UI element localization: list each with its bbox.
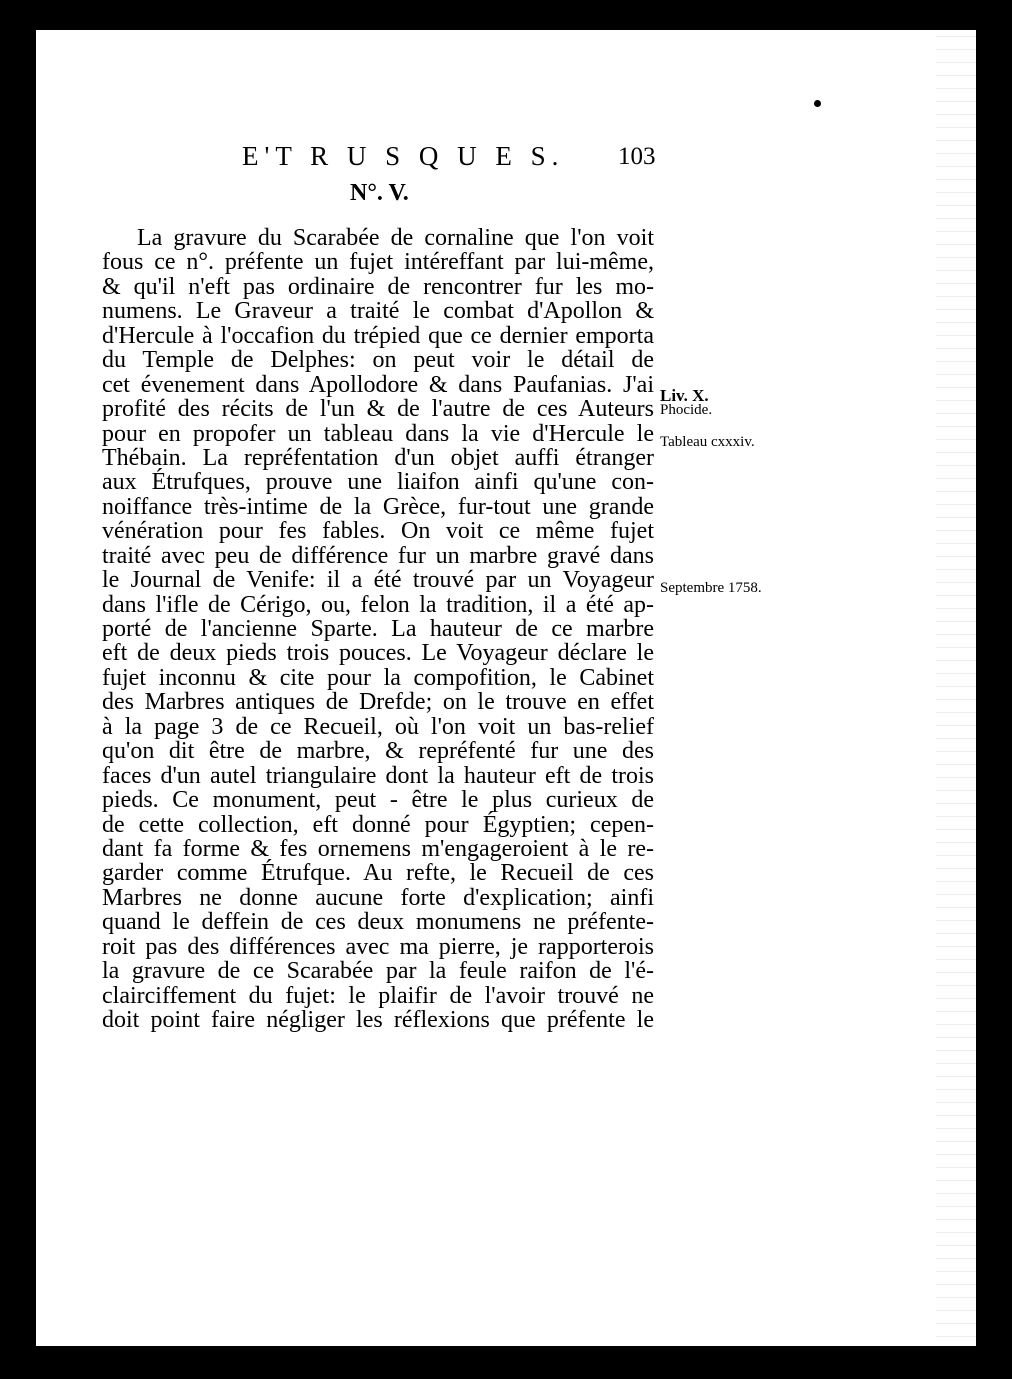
text-line: de cette collection, eft donné pour Égyptien; cepen- — [102, 811, 654, 838]
text-line: pieds. Ce monument, peut - être le plus curieux de — [102, 787, 654, 814]
margin-note-liv: Liv. X. — [660, 386, 709, 405]
text-line: dans l'ifle de Cérigo, ou, felon la tradition, il a été ap- — [102, 591, 654, 618]
margin-note-septembre: Septembre 1758. — [660, 580, 762, 596]
text-line: doit point faire négliger les réflexions que préfente le — [102, 1007, 654, 1033]
text-line: d'Hercule à l'occafion du trépied que ce dernier emporta — [102, 322, 654, 349]
text-line: profité des récits de l'un & de l'autre de ces Auteurs — [102, 396, 654, 423]
section-title: N°. V. — [350, 180, 409, 206]
text-line: des Marbres antiques de Drefde; on le trouve en effet — [102, 689, 654, 716]
book-page — [36, 30, 976, 1346]
text-line: & qu'il n'eft pas ordinaire de rencontrer fur les mo- — [102, 273, 654, 300]
text-line: porté de l'ancienne Sparte. La hauteur de ce marbre — [102, 616, 654, 642]
text-line: noiffance très-intime de la Grèce, fur-tout une grande — [102, 493, 654, 520]
margin-note-phocide: Phocide. — [660, 402, 713, 418]
text-line: la gravure de ce Scarabée par la feule raifon de l'é- — [102, 958, 654, 985]
text-line: pour en propofer un tableau dans la vie d'Hercule le — [102, 420, 654, 447]
text-line: traité avec peu de différence fur un marbre gravé dans — [102, 542, 654, 569]
text-line: cet évenement dans Apollodore & dans Paufanias. J'ai — [102, 371, 654, 398]
text-line: qu'on dit être de marbre, & repréfenté fur une des — [102, 738, 654, 765]
text-line: roit pas des différences avec ma pierre, je rapporterois — [102, 933, 654, 960]
text-line: La gravure du Scarabée de cornaline que l'on voit — [137, 225, 654, 251]
text-line: numens. Le Graveur a traité le combat d'Apollon & — [102, 298, 654, 325]
text-line: à la page 3 de ce Recueil, où l'on voit un bas-relief — [102, 713, 654, 740]
body-text — [102, 226, 654, 1032]
text-line: garder comme Étrufque. Au refte, le Recueil de ces — [102, 860, 654, 887]
text-line: Marbres ne donne aucune forte d'explication; ainfi — [102, 884, 654, 911]
text-line: fous ce n°. préfente un fujet intéreffant par lui-même, — [102, 249, 654, 276]
text-line: eft de deux pieds trois pouces. Le Voyageur déclare le — [102, 640, 654, 667]
text-line: Thébain. La repréfentation d'un objet auffi étranger — [102, 444, 654, 471]
text-line: faces d'un autel triangulaire dont la hauteur eft de trois — [102, 762, 654, 789]
text-line: dant fa forme & fes ornemens m'engageroient à le re- — [102, 835, 654, 862]
text-line: fujet inconnu & cite pour la compofition, le Cabinet — [102, 664, 654, 691]
running-head: E'T R U S Q U E S. — [242, 141, 565, 171]
margin-note-tableau: Tableau cxxxiv. — [660, 434, 755, 450]
page-edge-shadow — [936, 30, 976, 1346]
ink-spot — [814, 100, 821, 107]
text-line: quand le deffein de ces deux monumens ne préfente- — [102, 909, 654, 936]
text-line: du Temple de Delphes: on peut voir le détail de — [102, 347, 654, 374]
text-line: vénération pour fes fables. On voit ce même fujet — [102, 518, 654, 545]
page-number: 103 — [618, 143, 656, 170]
text-line: clairciffement du fujet: le plaifir de l'avoir trouvé ne — [102, 982, 654, 1009]
text-line: le Journal de Venife: il a été trouvé par un Voyageur — [102, 567, 654, 594]
text-line: aux Étrufques, prouve une liaifon ainfi qu'une con- — [102, 469, 654, 496]
